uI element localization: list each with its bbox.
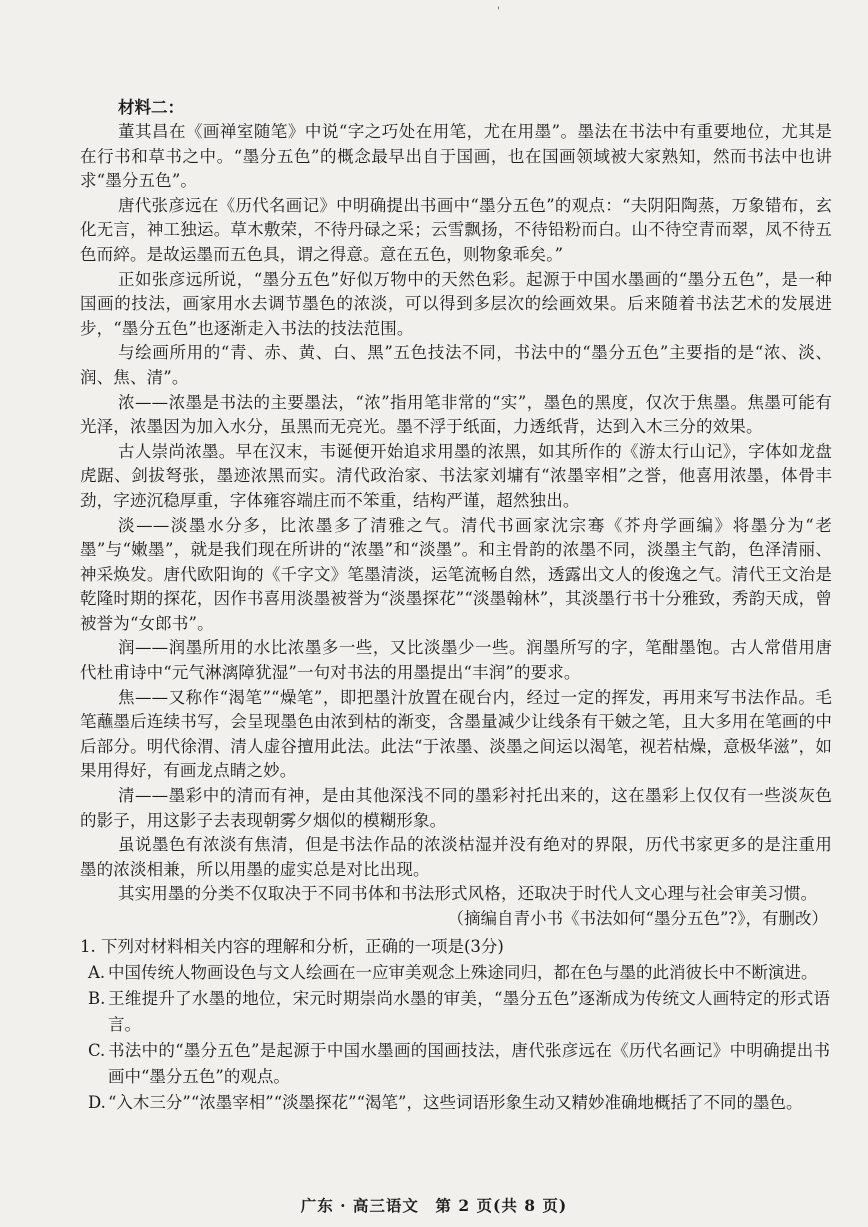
paragraph: 与绘画所用的“青、赤、黄、白、黑”五色技法不同，书法中的“墨分五色”主要指的是“浓、淡、润、焦、清”。 [80,343,832,387]
option-letter: B. [88,988,106,1008]
scan-mark: ' [497,6,500,17]
page-footer: 广东 · 高三语文 第 2 页(共 8 页) [300,1196,568,1215]
option-letter: A. [88,962,106,982]
option-text: 中国传统人物画设色与文人绘画在一应审美观念上殊途同归，都在色与墨的此消彼长中不断演进。 [108,962,818,982]
option-letter: C. [88,1040,106,1060]
option-b [80,986,832,1038]
option-d [80,1090,832,1116]
option-text: “入木三分”“浓墨宰相”“淡墨探花”“渴笔”，这些词语形象生动又精妙准确地概括了不同的墨色。 [108,1092,803,1112]
paragraph: 焦——又称作“渴笔”“燥笔”，即把墨汁放置在砚台内，经过一定的挥发，再用来写书法作品。毛笔蘸墨后连续书写，会呈现墨色由浓到枯的渐变，含墨量减少让线条有干皴之笔，且大多用在笔画的中后部分。明代徐渭、清人虚谷擅用此法。此法“于浓墨、淡墨之间运以渴笔，视若枯燥，意极华滋”，如果用得好，有画龙点睛之妙。 [80,687,832,781]
option-c [80,1038,832,1090]
source-citation: （摘编自青小书《书法如何“墨分五色”?》，有删改） [447,909,828,928]
option-text: 王维提升了水墨的地位，宋元时期崇尚水墨的审美，“墨分五色”逐渐成为传统文人画特定的形式语言。 [108,988,830,1034]
page-content [80,96,832,1116]
paragraph: 虽说墨色有浓淡有焦清，但是书法作品的浓淡枯湿并没有绝对的界限，历代书家更多的是注重用墨的浓淡相兼，所以用墨的虚实总是对比出现。 [80,835,832,879]
paragraph: 润——润墨所用的水比浓墨多一些，又比淡墨少一些。润墨所写的字，笔酣墨饱。古人常借用唐代杜甫诗中“元气淋漓障犹湿”一句对书法的用墨提出“丰润”的要求。 [80,638,832,683]
question-stem: 1. 下列对材料相关内容的理解和分析，正确的一项是(3分) [80,936,504,956]
paragraph: 其实用墨的分类不仅取决于不同书体和书法形式风格，还取决于时代人文心理与社会审美习惯。 [118,884,818,904]
option-letter: D. [88,1092,106,1112]
paragraph: 淡——淡墨水分多，比浓墨多了清雅之气。清代书画家沈宗骞《芥舟学画编》将墨分为“老墨”与“嫩墨”，就是我们现在所讲的“浓墨”和“淡墨”。和主骨韵的浓墨不同，淡墨主气韵，色泽清丽、神采焕发。唐代欧阳询的《千字文》笔墨清淡，运笔流畅自然，透露出文人的俊逸之气。清代王文治是乾隆时期的探花，因作书喜用淡墨被誉为“淡墨探花”“淡墨翰林”，其淡墨行书十分雅致，秀韵天成，曾被誉为“女郎书”。 [80,515,832,633]
option-a [80,960,832,986]
paragraph: 古人崇尚浓墨。早在汉末，韦诞便开始追求用墨的浓黑，如其所作的《游太行山记》，字体如龙盘虎踞、剑拔弩张，墨迹浓黑而实。清代政治家、书法家刘墉有“浓墨宰相”之誉，他喜用浓墨，体骨丰劲，字迹沉稳厚重，字体雍容端庄而不笨重，结构严谨，超然独出。 [80,441,832,510]
option-text: 书法中的“墨分五色”是起源于中国水墨画的国画技法，唐代张彦远在《历代名画记》中明确提出书画中“墨分五色”的观点。 [108,1040,830,1086]
paragraph: 清——墨彩中的清而有神，是由其他深浅不同的墨彩衬托出来的，这在墨彩上仅仅有一些淡灰色的影子，用这影子去表现朝雾夕烟似的模糊形象。 [80,786,832,830]
paragraph: 浓——浓墨是书法的主要墨法，“浓”指用笔非常的“实”，墨色的黑度，仅次于焦墨。焦墨可能有光泽，浓墨因为加入水分，虽黑而无亮光。墨不浮于纸面，力透纸背，达到入木三分的效果。 [80,392,832,437]
material-heading: 材料二： [118,98,184,117]
paragraph: 唐代张彦远在《历代名画记》中明确提出书画中“墨分五色”的观点：“夫阴阳陶蒸，万象错布，玄化无言，神工独运。草木敷荣，不待丹碌之采；云雪飘扬，不待铅粉而白。山不待空青而翠，凤不待五色而綷。是故运墨而五色具，谓之得意。意在五色，则物象乖矣。” [80,195,832,264]
paragraph: 董其昌在《画禅室随笔》中说“字之巧处在用笔，尤在用墨”。墨法在书法中有重要地位，尤其是在行书和草书之中。“墨分五色”的概念最早出自于国画，也在国画领域被大家熟知，然而书法中也讲求“墨分五色”。 [80,122,832,191]
paragraph: 正如张彦远所说，“墨分五色”好似万物中的天然色彩。起源于中国水墨画的“墨分五色”，是一种国画的技法，画家用水去调节墨色的浓淡，可以得到多层次的绘画效果。后来随着书法艺术的发展进步，“墨分五色”也逐渐走入书法的技法范围。 [80,269,832,338]
